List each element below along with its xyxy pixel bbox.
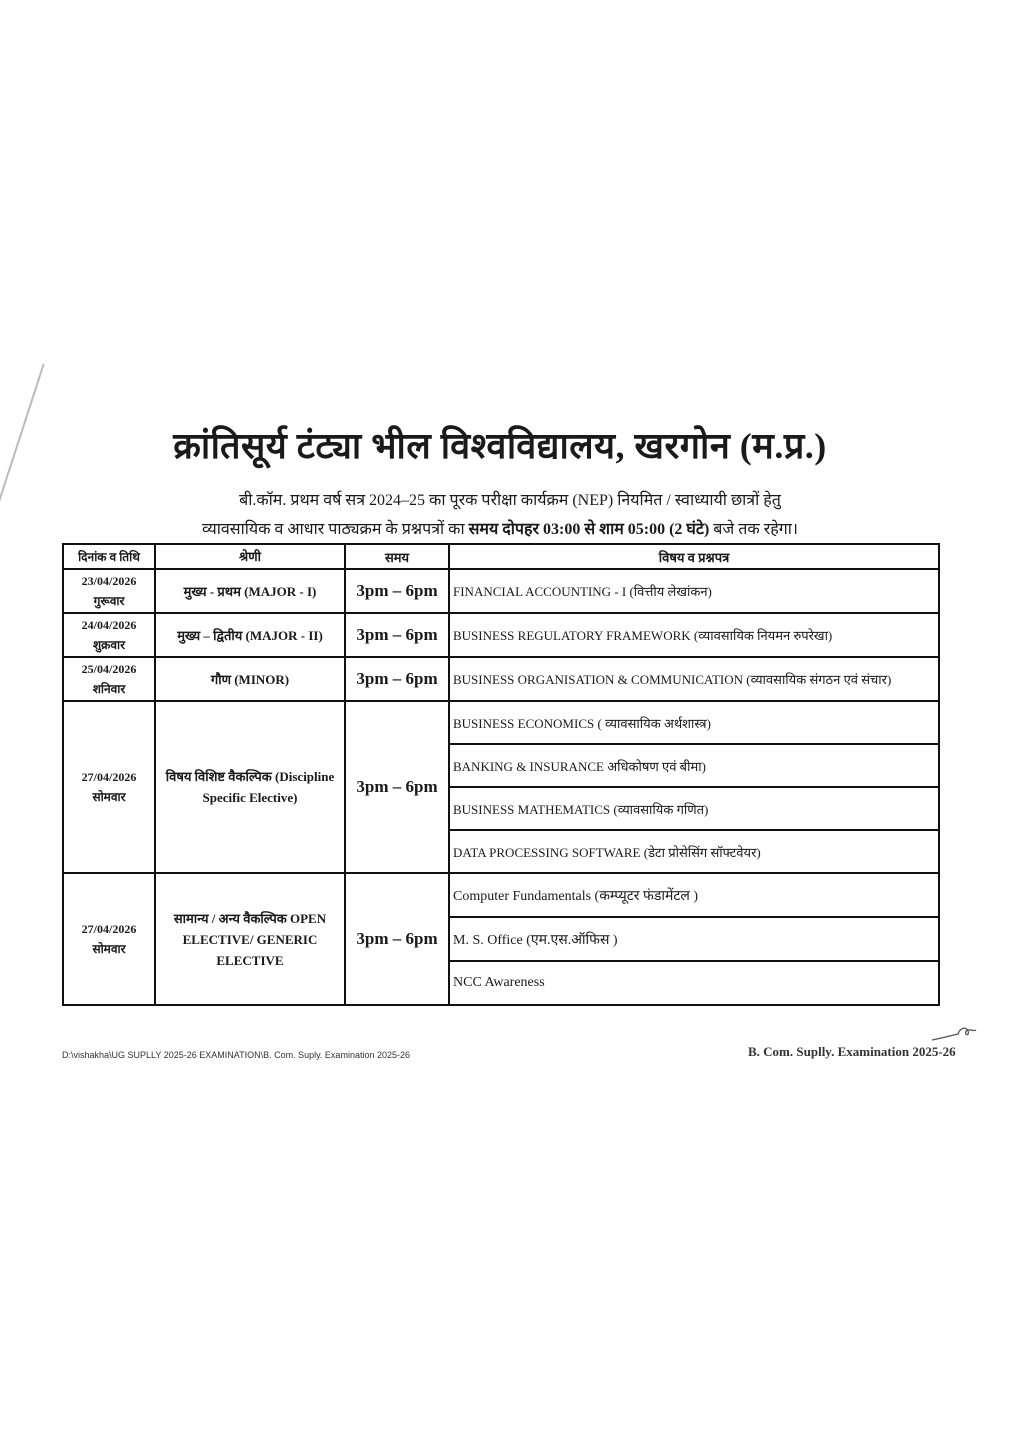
exam-day: सोमवार <box>92 942 126 956</box>
exam-date: 24/04/2026 <box>81 618 137 632</box>
exam-date: 23/04/2026 <box>81 574 137 588</box>
timing-note-bold: समय दोपहर 03:00 से शाम 05:00 (2 घंटे) <box>468 521 710 538</box>
document-footer-title: B. Com. Suplly. Examination 2025-26 <box>748 1044 956 1059</box>
category-cell: विषय विशिष्ट वैकल्पिक (Discipline Specific Elective) <box>155 701 345 873</box>
exam-date: 27/04/2026 <box>81 922 137 936</box>
subject-cell: BUSINESS REGULATORY FRAMEWORK (व्यावसायिक नियमन रुपरेखा) <box>449 613 939 657</box>
exam-day: शुक्रवार <box>92 638 126 652</box>
time-cell: 3pm – 6pm <box>345 701 449 873</box>
exam-schedule-table <box>62 543 940 1006</box>
exam-date: 27/04/2026 <box>81 770 137 784</box>
header-time: समय <box>345 544 449 569</box>
category-cell: सामान्य / अन्य वैकल्पिक OPEN ELECTIVE/ GENERIC ELECTIVE <box>155 873 345 1005</box>
time-cell: 3pm – 6pm <box>345 657 449 701</box>
header-category: श्रेणी <box>155 544 345 569</box>
table-row <box>63 657 939 701</box>
subject-cell: BUSINESS MATHEMATICS (व्यावसायिक गणित) <box>449 787 939 830</box>
subject-cell: BANKING & INSURANCE अधिकोषण एवं बीमा) <box>449 744 939 787</box>
timing-note-text: व्यावसायिक व आधार पाठ्यक्रम के प्रश्नपत्रों का <box>202 521 469 538</box>
table-row <box>63 701 939 744</box>
date-cell <box>63 701 155 873</box>
timing-note-end: बजे तक रहेगा। <box>709 521 798 538</box>
exam-date: 25/04/2026 <box>81 662 137 676</box>
category-cell: मुख्य - प्रथम (MAJOR - I) <box>155 569 345 613</box>
university-title: क्रांतिसूर्य टंट्या भील विश्वविद्यालय, खरगोन (म.प्र.) <box>173 426 827 466</box>
exam-day: गुरूवार <box>93 594 125 608</box>
signature-icon <box>930 1022 980 1044</box>
table-row <box>63 569 939 613</box>
subject-cell: DATA PROCESSING SOFTWARE (डेटा प्रोसेसिंग सॉफ्टवेयर) <box>449 830 939 873</box>
exam-program-subtitle: बी.कॉम. प्रथम वर्ष सत्र 2024–25 का पूरक परीक्षा कार्यक्रम (NEP) नियमित / स्वाध्यायी छात्रों हेतु <box>239 492 781 509</box>
table-row <box>63 613 939 657</box>
time-cell: 3pm – 6pm <box>345 873 449 1005</box>
exam-timing-note <box>0 517 1000 539</box>
file-path: D:\vishakha\UG SUPLLY 2025-26 EXAMINATION\B. Com. Suply. Examination 2025-26 <box>62 1050 410 1060</box>
subject-cell: FINANCIAL ACCOUNTING - I (वित्तीय लेखांकन) <box>449 569 939 613</box>
date-cell <box>63 613 155 657</box>
table-row <box>63 873 939 917</box>
subject-cell: Computer Fundamentals (कम्प्यूटर फंडामेंटल ) <box>449 873 939 917</box>
exam-day: शनिवार <box>92 682 126 696</box>
category-cell: मुख्य – द्वितीय (MAJOR - II) <box>155 613 345 657</box>
date-cell <box>63 569 155 613</box>
subject-cell: M. S. Office (एम.एस.ऑफिस ) <box>449 917 939 961</box>
category-cell: गौण (MINOR) <box>155 657 345 701</box>
subject-cell: BUSINESS ORGANISATION & COMMUNICATION (व्यावसायिक संगठन एवं संचार) <box>449 657 939 701</box>
exam-day: सोमवार <box>92 790 126 804</box>
date-cell <box>63 873 155 1005</box>
date-cell <box>63 657 155 701</box>
subject-cell: BUSINESS ECONOMICS ( व्यावसायिक अर्थशास्त्र) <box>449 701 939 744</box>
time-cell: 3pm – 6pm <box>345 613 449 657</box>
time-cell: 3pm – 6pm <box>345 569 449 613</box>
header-subject: विषय व प्रश्नपत्र <box>449 544 939 569</box>
header-date: दिनांक व तिथि <box>63 544 155 569</box>
table-header-row <box>63 544 939 569</box>
subject-cell: NCC Awareness <box>449 961 939 1005</box>
